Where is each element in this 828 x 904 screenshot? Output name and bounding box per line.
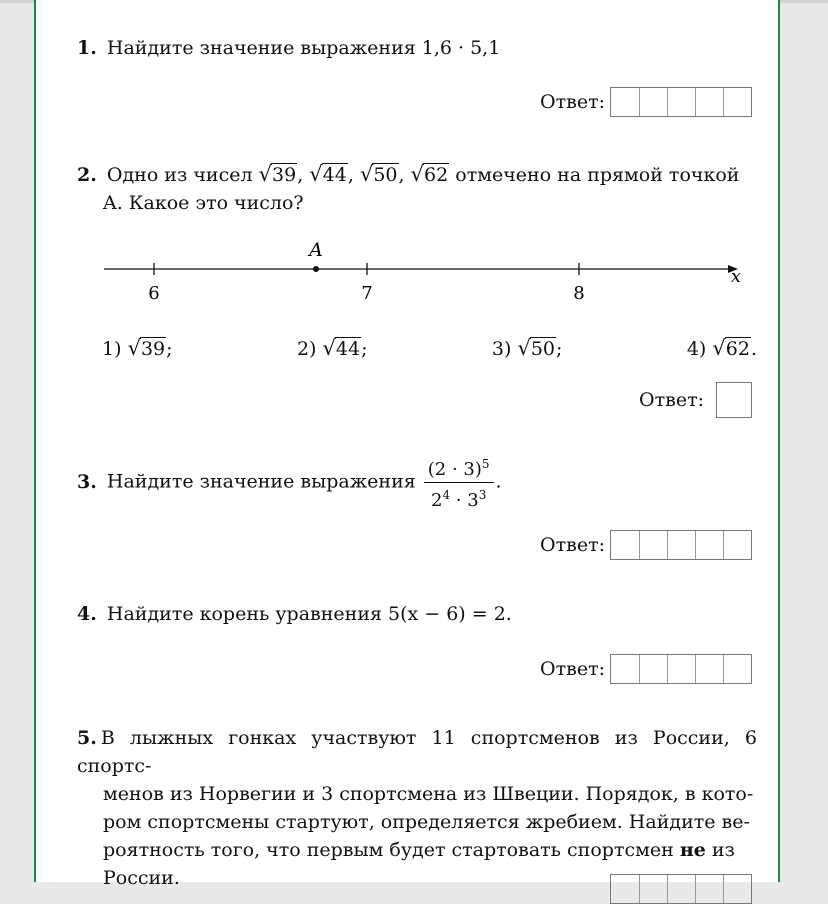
point-a-label: A: [309, 239, 323, 261]
answer-row-2: [639, 382, 752, 418]
answer-row-5: [610, 874, 752, 904]
task-text: Найдите корень уравнения 5(x − 6) = 2.: [106, 603, 512, 625]
answer-cell[interactable]: [611, 88, 639, 116]
answer-row-3: [540, 530, 752, 560]
answer-label: Ответ:: [540, 658, 605, 680]
answer-cell[interactable]: [611, 531, 639, 559]
option-4: 4) √62.: [686, 336, 757, 360]
fraction-denominator: $2^4 \cdot 3^3$: [430, 488, 487, 511]
tick-label-8: 8: [573, 283, 585, 304]
answer-cell[interactable]: [639, 88, 667, 116]
answer-cell[interactable]: [667, 88, 695, 116]
answer-cells[interactable]: [610, 874, 752, 904]
task-text-line: менов из Норвегии и 3 спортсмена из Швеции. Порядок, в кото-: [103, 783, 754, 805]
answer-cell[interactable]: [723, 655, 751, 683]
task-text: Найдите значение выражения 1,6 · 5,1: [106, 37, 501, 59]
answer-cell[interactable]: [667, 531, 695, 559]
task-text: отмечено на прямой точкой: [455, 164, 740, 186]
answer-cell[interactable]: [723, 875, 751, 903]
answer-cell[interactable]: [639, 875, 667, 903]
answer-options: [102, 336, 757, 360]
task-1: [77, 34, 757, 62]
task-number: 4.: [77, 603, 97, 625]
answer-label: Ответ:: [639, 389, 704, 411]
sqrt-expression: √62: [410, 162, 449, 186]
fraction: [424, 452, 494, 513]
answer-cell[interactable]: [695, 531, 723, 559]
task-5: [77, 724, 757, 892]
option-2: 2) √44;: [296, 336, 368, 360]
option-1: 1) √39;: [102, 336, 173, 360]
answer-cell[interactable]: [695, 655, 723, 683]
document-page: [34, 0, 780, 889]
task-number: 2.: [77, 164, 97, 186]
number-line: [96, 232, 756, 312]
answer-cell[interactable]: [723, 88, 751, 116]
answer-cell[interactable]: [716, 382, 752, 418]
option-3: 3) √50;: [491, 336, 563, 360]
answer-cell[interactable]: [667, 875, 695, 903]
sqrt-expression: √39: [258, 162, 297, 186]
answer-cell[interactable]: [639, 531, 667, 559]
answer-cells[interactable]: [610, 530, 752, 560]
answer-cell[interactable]: [639, 655, 667, 683]
task-number: 1.: [77, 37, 97, 59]
task-text-line: 5. В лыжных гонках участвуют 11 спортсменов из России, 6 спортс-: [77, 727, 757, 777]
sqrt-expression: √50: [359, 162, 398, 186]
task-text: Одно из чисел: [106, 164, 253, 186]
task-text-line: роятность того, что первым будет стартовать спортсмен не из: [103, 839, 735, 861]
answer-label: Ответ:: [540, 534, 605, 556]
fraction-numerator: $(2 \cdot 3)^5$: [424, 452, 494, 483]
task-4: [77, 600, 757, 628]
answer-cell[interactable]: [667, 655, 695, 683]
answer-label: Ответ:: [540, 91, 605, 113]
answer-row-4: [540, 654, 752, 684]
task-3: 3. Найдите значение выражения $\frac{(2 \cdot 3)^5}{2^4 \cdot 3^3}$ .: [77, 452, 757, 513]
answer-cell[interactable]: [723, 531, 751, 559]
task-number: 3.: [77, 470, 97, 493]
answer-cell[interactable]: [695, 875, 723, 903]
answer-cells[interactable]: [610, 654, 752, 684]
task-text-line: России.: [103, 867, 180, 889]
task-text: Найдите значение выражения: [106, 470, 416, 493]
answer-cell[interactable]: [611, 655, 639, 683]
answer-cell[interactable]: [611, 875, 639, 903]
tick-label-6: 6: [148, 283, 160, 304]
point-a: [313, 266, 319, 272]
sqrt-expression: √44: [309, 162, 347, 186]
task-text-line: ром спортсмены стартуют, определяется жребием. Найдите ве-: [103, 811, 750, 833]
axis-label-x: x: [730, 266, 742, 287]
task-2: 2. Одно из чисел √39, √44, √50, √62 отмечено на прямой точкой A. Какое это число?: [77, 160, 757, 217]
tick-label-7: 7: [361, 283, 373, 304]
answer-cells[interactable]: [610, 87, 752, 117]
answer-cell[interactable]: [695, 88, 723, 116]
answer-row-1: [540, 87, 752, 117]
task-text-line2: A. Какое это число?: [103, 192, 304, 214]
